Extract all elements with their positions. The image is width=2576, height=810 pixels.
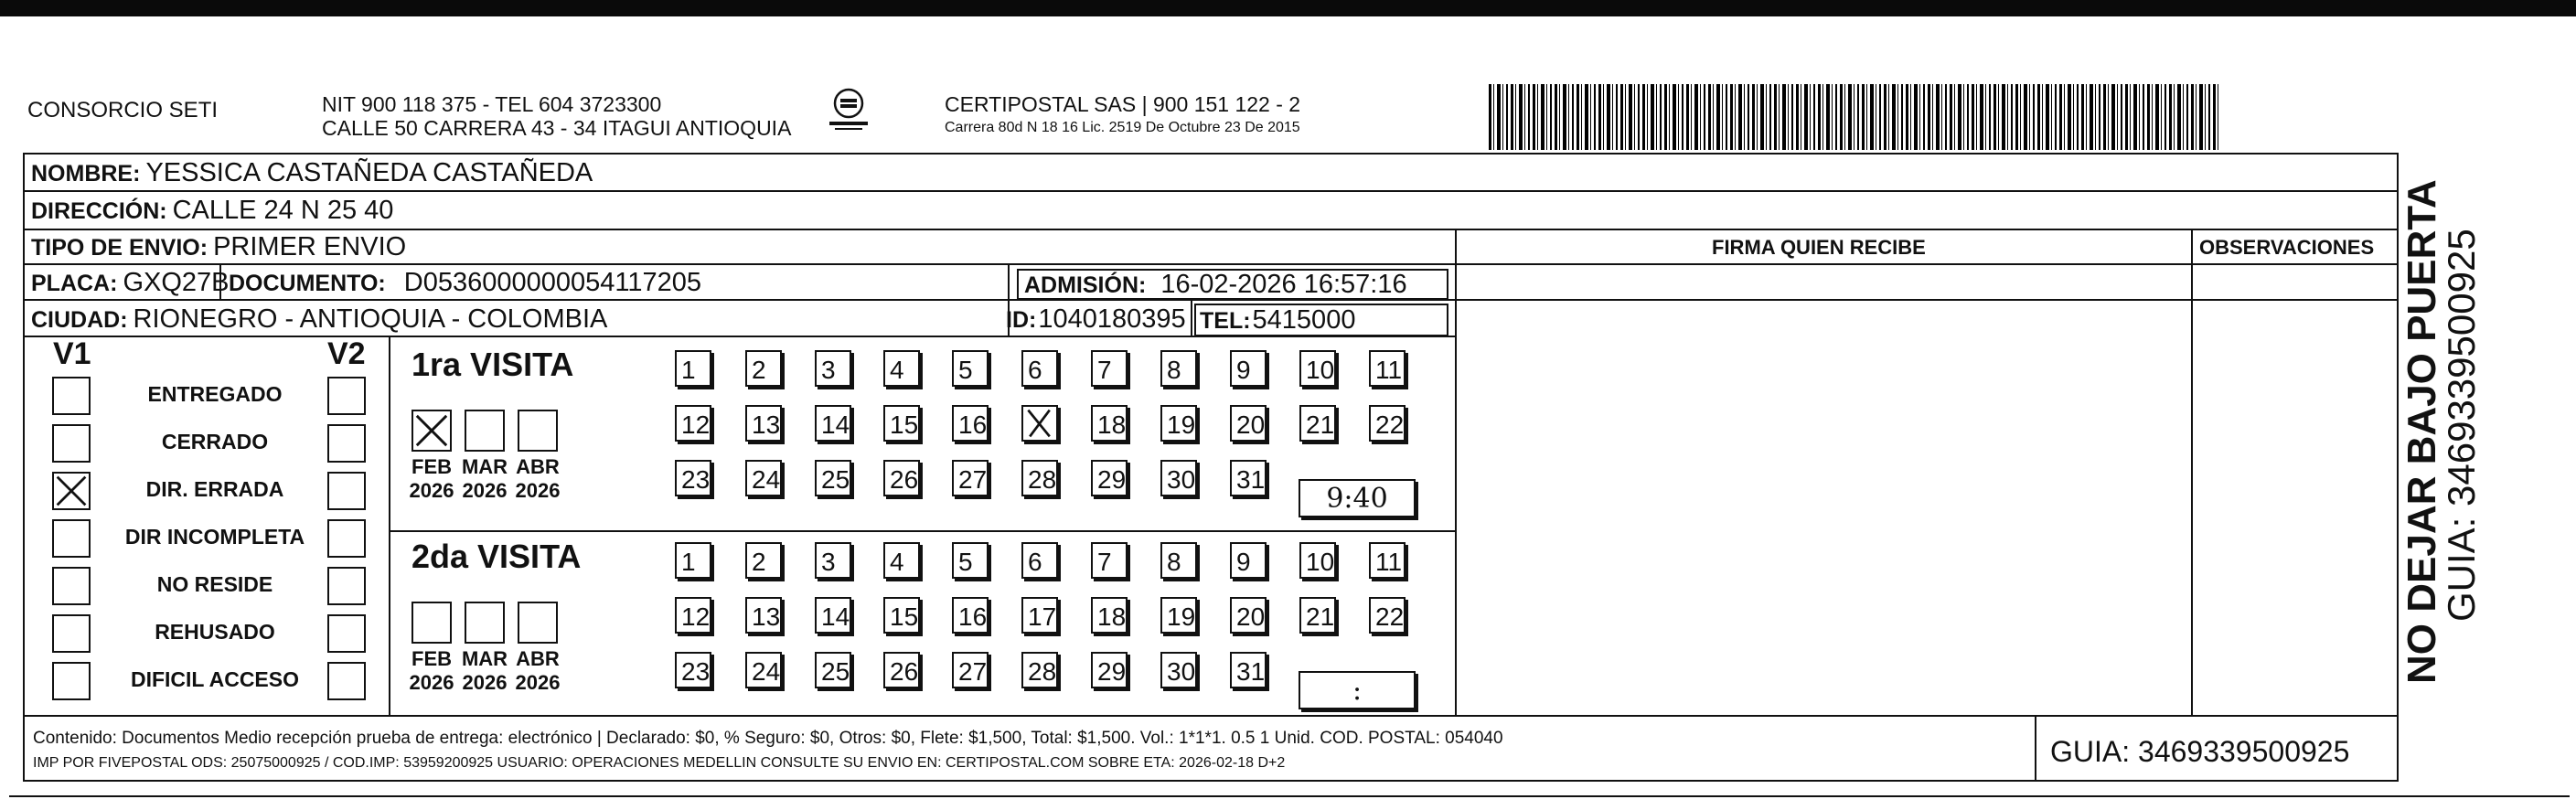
address-line: CALLE 50 CARRERA 43 - 34 ITAGUI ANTIOQUIA xyxy=(322,116,792,140)
day-box[interactable] xyxy=(1021,652,1058,688)
day-number: 13 xyxy=(752,410,781,439)
day-number: 5 xyxy=(958,548,973,576)
month-checkbox[interactable] xyxy=(518,602,558,644)
month-name: MAR xyxy=(461,455,508,478)
certipostal-logo xyxy=(828,87,870,134)
placa-label: PLACA: xyxy=(31,271,118,296)
day-box[interactable] xyxy=(745,460,782,496)
day-number: 2 xyxy=(752,356,766,384)
month-label xyxy=(404,647,459,695)
day-number: 22 xyxy=(1375,410,1405,439)
v1-label: V1 xyxy=(53,336,91,371)
v2-checkbox[interactable] xyxy=(327,614,366,653)
tel-row xyxy=(1200,305,1355,336)
direccion-value: CALLE 24 N 25 40 xyxy=(172,196,394,225)
day-number: 25 xyxy=(821,657,850,686)
day-number: 29 xyxy=(1097,657,1127,686)
day-number: 23 xyxy=(681,465,711,494)
ciudad-value: RIONEGRO - ANTIOQUIA - COLOMBIA xyxy=(133,304,608,334)
footer-guia: GUIA: 3469339500925 xyxy=(2050,735,2350,768)
day-number: 14 xyxy=(821,410,850,439)
month-name: ABR xyxy=(516,647,560,670)
day-box[interactable] xyxy=(1160,350,1197,387)
day-box[interactable] xyxy=(952,652,989,688)
day-box[interactable] xyxy=(1021,460,1058,496)
day-number: 9 xyxy=(1236,548,1251,576)
v1-checkbox[interactable] xyxy=(52,662,91,700)
day-box[interactable] xyxy=(952,350,989,387)
nombre-value: YESSICA CASTAÑEDA CASTAÑEDA xyxy=(145,158,593,187)
v2-checkbox[interactable] xyxy=(327,519,366,558)
month-year: 2026 xyxy=(462,479,508,502)
day-number: 1 xyxy=(681,356,696,384)
v1-checkbox[interactable] xyxy=(52,567,91,605)
reason-label: ENTREGADO xyxy=(147,382,283,406)
day-box[interactable] xyxy=(815,597,851,634)
month-name: ABR xyxy=(516,455,560,478)
month-label xyxy=(404,455,459,503)
day-box[interactable] xyxy=(952,405,989,442)
month-checkbox[interactable] xyxy=(465,602,505,644)
v1-checkbox[interactable] xyxy=(52,377,91,415)
day-box[interactable] xyxy=(1091,460,1128,496)
day-box[interactable] xyxy=(1021,405,1058,442)
certipostal-line: CERTIPOSTAL SAS | 900 151 122 - 2 xyxy=(945,92,1301,116)
company-name: CONSORCIO SETI xyxy=(27,98,219,123)
day-number: 19 xyxy=(1167,602,1196,631)
v2-checkbox[interactable] xyxy=(327,377,366,415)
month-label xyxy=(457,647,512,695)
v2-label: V2 xyxy=(327,336,366,371)
day-number: 21 xyxy=(1306,602,1335,631)
day-number: 16 xyxy=(958,410,988,439)
day-number: 11 xyxy=(1375,356,1403,384)
month-label xyxy=(457,455,512,503)
v2-checkbox[interactable] xyxy=(327,662,366,700)
day-box[interactable] xyxy=(1021,542,1058,579)
month-checkbox[interactable] xyxy=(412,410,452,452)
reason-label: DIFICIL ACCESO xyxy=(130,667,299,691)
day-number: 3 xyxy=(821,548,836,576)
admision-label: ADMISIÓN: xyxy=(1024,272,1147,298)
day-number: 24 xyxy=(752,657,781,686)
month-year: 2026 xyxy=(409,671,454,694)
v1-checkbox[interactable] xyxy=(52,614,91,653)
day-number: 31 xyxy=(1236,465,1266,494)
day-number: 30 xyxy=(1167,465,1196,494)
day-number: 2 xyxy=(752,548,766,576)
day-box[interactable] xyxy=(1369,597,1406,634)
reason-label: REHUSADO xyxy=(155,620,275,644)
day-number: 21 xyxy=(1306,410,1335,439)
month-name: MAR xyxy=(461,647,508,670)
day-box[interactable] xyxy=(815,405,851,442)
id-row xyxy=(1006,304,1186,335)
day-box[interactable] xyxy=(1230,405,1267,442)
direccion-row xyxy=(31,196,393,226)
day-box[interactable] xyxy=(745,542,782,579)
placa-row xyxy=(31,268,230,298)
day-number: 1 xyxy=(681,548,696,576)
day-box[interactable] xyxy=(883,542,920,579)
day-box[interactable] xyxy=(745,405,782,442)
month-name: FEB xyxy=(412,455,452,478)
day-box[interactable] xyxy=(1369,542,1406,579)
time-box[interactable]: : xyxy=(1299,671,1416,709)
month-checkbox[interactable] xyxy=(412,602,452,644)
day-box[interactable] xyxy=(1230,597,1267,634)
ciudad-row xyxy=(31,304,607,335)
day-box[interactable] xyxy=(1230,460,1267,496)
day-number: 6 xyxy=(1028,356,1042,384)
day-number: 20 xyxy=(1236,410,1266,439)
day-box[interactable] xyxy=(883,460,920,496)
day-box[interactable] xyxy=(1369,350,1406,387)
contenido-line: Contenido: Documentos Medio recepción prueba de entrega: electrónico | Declarado: $0, % Seguro: $0, Otros: $0, Flete: $1,500, Total: $1,500. Vol.: 1*1*1. 0.5 1 Unid. COD. POSTAL: 054040 xyxy=(33,729,1503,748)
license-line: Carrera 80d N 18 16 Lic. 2519 De Octubre 23 De 2015 xyxy=(945,120,1300,135)
firma-area[interactable] xyxy=(1458,302,2189,713)
tel-label: TEL: xyxy=(1200,308,1251,334)
day-box[interactable] xyxy=(1091,542,1128,579)
imp-line: IMP POR FIVEPOSTAL ODS: 25075000925 / COD.IMP: 53959200925 USUARIO: OPERACIONES MEDELLIN CONSULTE SU ENVIO EN: CERTIPOSTAL.COM SOBRE ETA: 2026-02-18 D+2 xyxy=(33,755,1286,771)
v1-checkbox[interactable] xyxy=(52,519,91,558)
day-box[interactable] xyxy=(883,652,920,688)
v2-checkbox[interactable] xyxy=(327,472,366,510)
day-x-mark xyxy=(1023,407,1056,440)
day-number: 12 xyxy=(681,410,711,439)
month-year: 2026 xyxy=(409,479,454,502)
day-number: 8 xyxy=(1167,356,1181,384)
tipo-envio-row xyxy=(31,232,406,262)
id-label: ID: xyxy=(1006,307,1037,333)
day-number: 31 xyxy=(1236,657,1266,686)
day-box[interactable] xyxy=(815,460,851,496)
firma-header: FIRMA QUIEN RECIBE xyxy=(1712,236,1926,259)
direccion-label: DIRECCIÓN: xyxy=(31,198,167,224)
day-box[interactable] xyxy=(675,542,711,579)
day-number: 10 xyxy=(1306,548,1335,576)
month-checkbox[interactable] xyxy=(518,410,558,452)
day-box[interactable] xyxy=(1369,405,1406,442)
month-label xyxy=(510,647,565,695)
day-box[interactable] xyxy=(1160,405,1197,442)
day-box[interactable] xyxy=(815,542,851,579)
first-visit-title: 1ra VISITA xyxy=(412,346,574,383)
tel-value: 5415000 xyxy=(1252,305,1356,335)
documento-row xyxy=(229,268,701,298)
day-number: 16 xyxy=(958,602,988,631)
day-box[interactable] xyxy=(952,597,989,634)
nit-line: NIT 900 118 375 - TEL 604 3723300 xyxy=(322,92,662,116)
nombre-row xyxy=(31,158,593,188)
day-number: 26 xyxy=(890,657,919,686)
documento-value: D0536000000054117205 xyxy=(403,268,701,297)
day-number: 12 xyxy=(681,602,711,631)
day-box[interactable] xyxy=(1021,350,1058,387)
day-box[interactable] xyxy=(1091,405,1128,442)
day-number: 4 xyxy=(890,548,904,576)
second-visit-title: 2da VISITA xyxy=(412,538,582,575)
reason-label: NO RESIDE xyxy=(156,572,273,596)
day-box[interactable] xyxy=(675,597,711,634)
month-year: 2026 xyxy=(515,479,561,502)
day-number: 3 xyxy=(821,356,836,384)
day-box[interactable] xyxy=(883,405,920,442)
day-number: 23 xyxy=(681,657,711,686)
day-number: 13 xyxy=(752,602,781,631)
day-box[interactable] xyxy=(745,350,782,387)
id-value: 1040180395 xyxy=(1038,304,1186,334)
day-box[interactable] xyxy=(883,350,920,387)
day-number: 18 xyxy=(1097,410,1127,439)
month-checkbox[interactable] xyxy=(465,410,505,452)
day-box[interactable] xyxy=(675,652,711,688)
day-box[interactable] xyxy=(675,460,711,496)
day-box[interactable] xyxy=(1160,652,1197,688)
day-box[interactable] xyxy=(1160,542,1197,579)
day-number: 24 xyxy=(752,465,781,494)
top-edge-bar xyxy=(0,0,2576,16)
admision-value: 16-02-2026 16:57:16 xyxy=(1160,270,1407,299)
day-box[interactable] xyxy=(952,542,989,579)
observaciones-area[interactable] xyxy=(2194,265,2397,713)
day-number: 10 xyxy=(1306,356,1335,384)
day-box[interactable] xyxy=(745,597,782,634)
ciudad-label: CIUDAD: xyxy=(31,307,128,333)
day-box[interactable] xyxy=(883,597,920,634)
day-box[interactable] xyxy=(1160,597,1197,634)
day-box[interactable] xyxy=(1299,350,1336,387)
day-number: 25 xyxy=(821,465,850,494)
reason-label: DIR. ERRADA xyxy=(145,477,284,501)
day-box[interactable] xyxy=(1160,460,1197,496)
v1-checkbox[interactable] xyxy=(52,472,91,510)
side-guia: GUIA: 3469339500925 xyxy=(2440,229,2483,622)
day-number: 20 xyxy=(1236,602,1266,631)
day-number: 7 xyxy=(1097,356,1112,384)
day-number: 11 xyxy=(1375,548,1403,576)
observaciones-header: OBSERVACIONES xyxy=(2199,236,2375,259)
month-label xyxy=(510,455,565,503)
day-number: 17 xyxy=(1028,602,1057,631)
day-number: 22 xyxy=(1375,602,1405,631)
v1-checkbox[interactable] xyxy=(52,424,91,463)
tipo-envio-value: PRIMER ENVIO xyxy=(213,232,407,261)
day-number: 8 xyxy=(1167,548,1181,576)
day-number: 7 xyxy=(1097,548,1112,576)
day-box[interactable] xyxy=(675,350,711,387)
month-year: 2026 xyxy=(462,671,508,694)
placa-value: GXQ27B xyxy=(123,268,230,297)
barcode xyxy=(1489,84,2220,150)
reason-label: DIR INCOMPLETA xyxy=(124,525,305,549)
month-year: 2026 xyxy=(515,671,561,694)
day-number: 6 xyxy=(1028,548,1042,576)
day-number: 28 xyxy=(1028,657,1057,686)
day-box[interactable] xyxy=(745,652,782,688)
day-box[interactable] xyxy=(1230,652,1267,688)
day-box[interactable] xyxy=(1230,350,1267,387)
day-box[interactable] xyxy=(815,652,851,688)
day-box[interactable] xyxy=(1091,350,1128,387)
documento-label: DOCUMENTO: xyxy=(229,271,386,296)
tipo-envio-label: TIPO DE ENVIO: xyxy=(31,235,208,261)
day-number: 9 xyxy=(1236,356,1251,384)
day-box[interactable] xyxy=(815,350,851,387)
month-name: FEB xyxy=(412,647,452,670)
reason-label: CERRADO xyxy=(161,430,269,453)
day-number: 29 xyxy=(1097,465,1127,494)
time-box[interactable]: 9:40 xyxy=(1299,479,1416,517)
day-box[interactable] xyxy=(1021,597,1058,634)
day-number: 27 xyxy=(958,657,988,686)
admision-row xyxy=(1024,270,1407,300)
day-number: 19 xyxy=(1167,410,1196,439)
day-number: 18 xyxy=(1097,602,1127,631)
day-number: 28 xyxy=(1028,465,1057,494)
day-number: 15 xyxy=(890,410,919,439)
day-number: 14 xyxy=(821,602,850,631)
v2-checkbox[interactable] xyxy=(327,567,366,605)
day-number: 30 xyxy=(1167,657,1196,686)
day-number: 15 xyxy=(890,602,919,631)
day-number: 26 xyxy=(890,465,919,494)
day-box[interactable] xyxy=(675,405,711,442)
day-box[interactable] xyxy=(952,460,989,496)
day-box[interactable] xyxy=(1299,597,1336,634)
no-dejar-warning: NO DEJAR BAJO PUERTA xyxy=(2400,179,2444,684)
day-box[interactable] xyxy=(1299,542,1336,579)
day-box[interactable] xyxy=(1091,597,1128,634)
day-number: 27 xyxy=(958,465,988,494)
nombre-label: NOMBRE: xyxy=(31,161,141,187)
day-box[interactable] xyxy=(1299,405,1336,442)
day-box[interactable] xyxy=(1091,652,1128,688)
v2-checkbox[interactable] xyxy=(327,424,366,463)
day-number: 4 xyxy=(890,356,904,384)
day-box[interactable] xyxy=(1230,542,1267,579)
day-number: 5 xyxy=(958,356,973,384)
